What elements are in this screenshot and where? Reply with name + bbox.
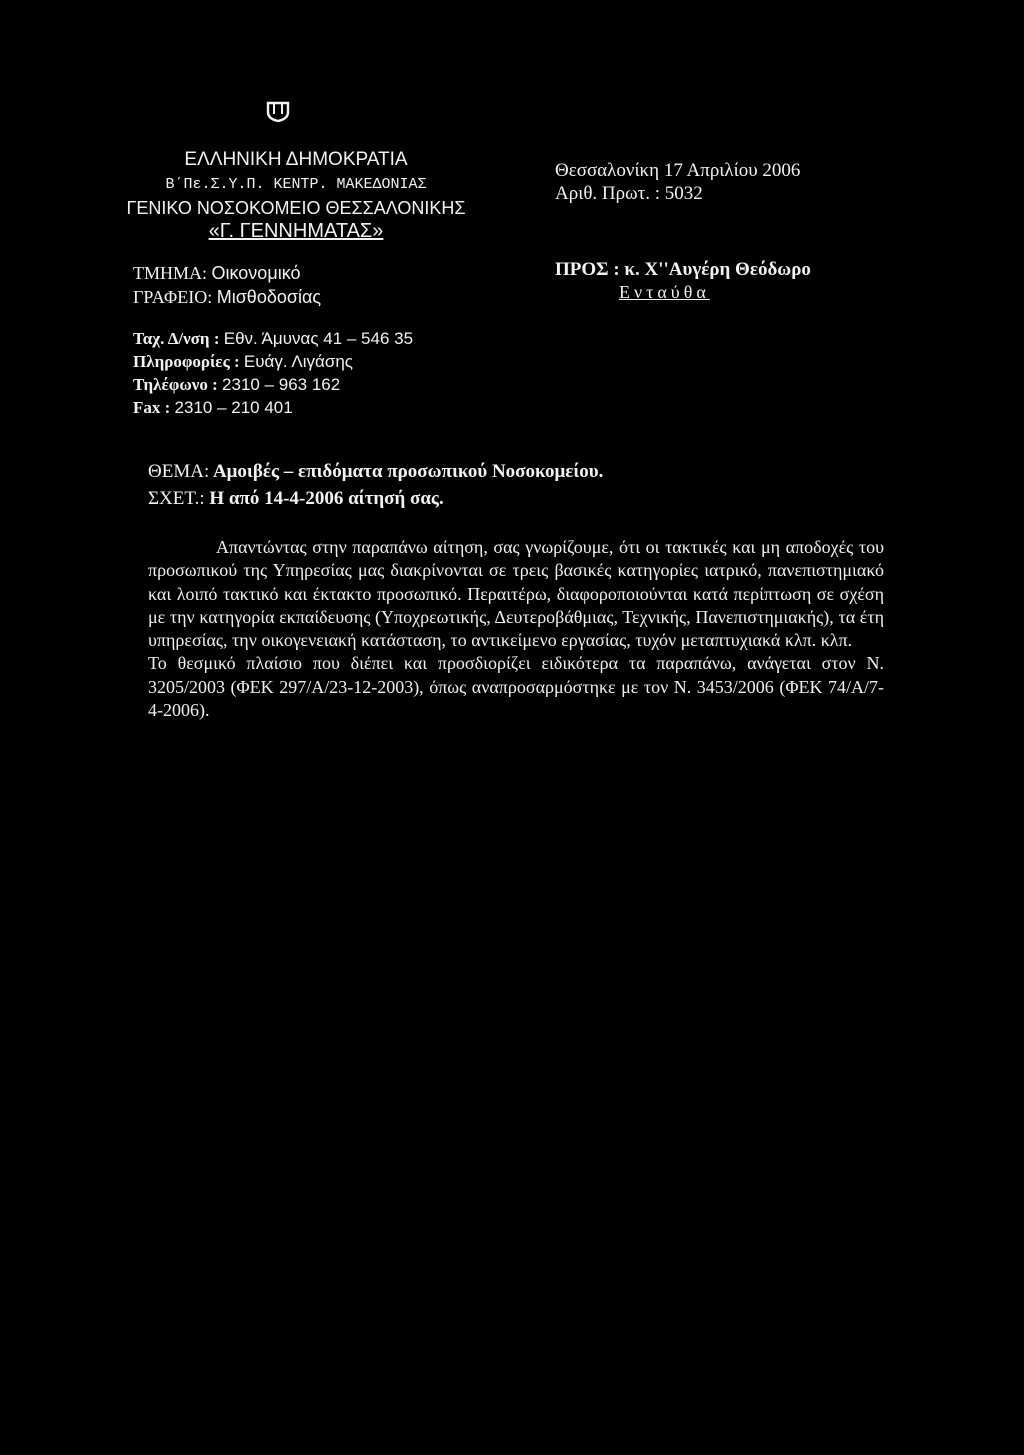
hospital-name: «Γ. ΓΕΝΝΗΜΑΤΑΣ» [208, 220, 384, 242]
recipient-location: Ενταύθα [619, 282, 710, 302]
fax-value: 2310 – 210 401 [174, 398, 293, 417]
fax-line [133, 397, 293, 419]
address-line [133, 328, 413, 350]
place-date: Θεσσαλονίκη 17 Απριλίου 2006 [555, 160, 801, 181]
phone-label: Τηλέφωνο : [133, 375, 218, 394]
reference-label: ΣΧΕΤ.: [148, 488, 205, 509]
coat-of-arms-icon [266, 100, 290, 122]
recipient-name: κ. Χ''Αυγέρη Θεόδωρο [624, 259, 811, 280]
reference-text: Η από 14-4-2006 αίτησή σας. [209, 488, 444, 509]
office-label: ΓΡΑΦΕΙΟ: [133, 287, 213, 307]
phone-value: 2310 – 963 162 [222, 375, 341, 394]
protocol-number: Αριθ. Πρωτ. : 5032 [555, 183, 703, 204]
body-paragraph-2: Το θεσμικό πλαίσιο που διέπει και προσδιορίζει ειδικότερα τα παραπάνω, ανάγεται στον Ν. 3205/2003 (ΦΕΚ 297/Α/23-12-2003), όπως αναπροσαρμόστηκε με τον Ν. 3453/2006 (ΦΕΚ 74/Α/7-4-2006). [148, 653, 884, 721]
address-label: Ταχ. Δ/νση : [133, 329, 220, 348]
recipient-line [555, 259, 811, 281]
fax-label: Fax : [133, 398, 171, 417]
info-line [133, 351, 353, 373]
info-value: Ευάγ. Λιγάσης [243, 352, 353, 371]
reference-line [148, 487, 444, 511]
recipient-label: ΠΡΟΣ : [555, 259, 620, 280]
subject-label: ΘΕΜΑ: [148, 461, 210, 482]
department-label: ΤΜΗΜΑ: [133, 263, 208, 283]
subject-text: Αμοιβές – επιδόματα προσωπικού Νοσοκομείου. [212, 461, 604, 482]
subject-line [148, 460, 603, 484]
department-value: Οικονομικό [211, 263, 301, 283]
address-value: Εθν. Άμυνας 41 – 546 35 [223, 329, 414, 348]
info-label: Πληροφορίες : [133, 352, 240, 371]
body-paragraph-1: Απαντώντας στην παραπάνω αίτηση, σας γνωρίζουμε, ότι οι τακτικές και μη αποδοχές του προσωπικού της Υπηρεσίας μας διακρίνονται σε τρεις βασικές κατηγορίες ιατρικό, πανεπιστημιακό και λοιπό τακτικό και έκτακτο προσωπικό. Περαιτέρω, διαφοροποιούνται κατά περίπτωση σε σχέση με την κατηγορία εκπαίδευσης (Υποχρεωτικής, Δευτεροβάθμιας, Τεχνικής, Πανεπιστημιακής), τα έτη υπηρεσίας, την οικογενειακή κατάσταση, το αντικείμενο εργασίας, τυχόν μεταπτυχιακά κλπ. κλπ. [148, 537, 884, 651]
republic-title: ΕΛΛΗΝΙΚΗ ΔΗΜΟΚΡΑΤΙΑ [184, 149, 408, 170]
hospital-title: ΓΕΝΙΚΟ ΝΟΣΟΚΟΜΕΙΟ ΘΕΣΣΑΛΟΝΙΚΗΣ [126, 198, 466, 218]
office-line [133, 286, 321, 308]
phone-line [133, 374, 340, 396]
office-value: Μισθοδοσίας [216, 287, 322, 307]
department-line [133, 262, 300, 284]
letter-body [148, 536, 884, 722]
region-authority: Β΄Πε.Σ.Υ.Π. ΚΕΝΤΡ. ΜΑΚΕΔΟΝΙΑΣ [165, 176, 427, 193]
